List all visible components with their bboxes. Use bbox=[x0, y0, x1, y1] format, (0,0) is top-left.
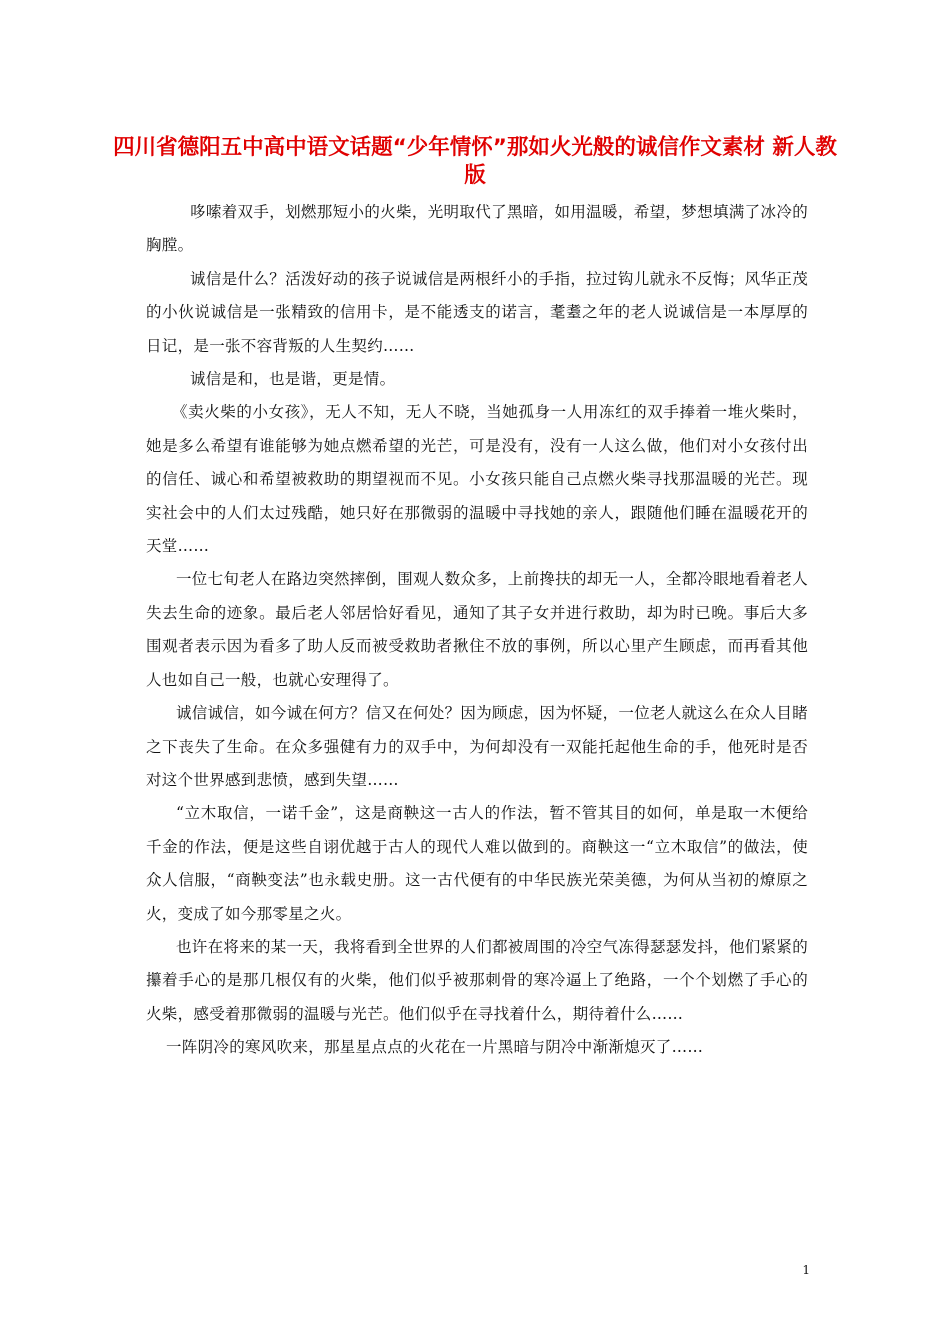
article-body bbox=[146, 196, 808, 1065]
paragraph-8: 也许在将来的某一天，我将看到全世界的人们都被周围的冷空气冻得瑟瑟发抖，他们紧紧的攥着手心的是那几根仅有的火柴，他们似乎被那刺骨的寒冷逼上了绝路，一个个划燃了手心的火柴，感受着那微弱的温暖与光芒。他们似乎在寻找着什么，期待着什么…… bbox=[146, 937, 809, 1023]
paragraph-5: 一位七旬老人在路边突然摔倒，围观人数众多，上前搀扶的却无一人，全都冷眼地看着老人失去生命的迹象。最后老人邻居恰好看见，通知了其子女并进行救助，却为时已晚。事后大多围观者表示因为看多了助人反而被受救助者揪住不放的事例，所以心里产生顾虑，而再看其他人也如自己一般，也就心安理得了。 bbox=[146, 570, 809, 689]
document-title: 四川省德阳五中高中语文话题“少年情怀”那如火光般的诚信作文素材 新人教版 bbox=[113, 135, 837, 189]
paragraph-3: 诚信是和，也是谐，更是情。 bbox=[190, 370, 396, 389]
paragraph-4: 《卖火柴的小女孩》，无人不知，无人不晓，当她孤身一人用冻红的双手捧着一堆火柴时，她是多么希望有谁能够为她点燃希望的光芒，可是没有，没有一人这么做，他们对小女孩付出的信任、诚心和希望被救助的期望视而不见。小女孩只能自己点燃火柴寻找那温暖的光芒。现实社会中的人们太过残酷，她只好在那微弱的温暖中寻找她的亲人，跟随他们睡在温暖花开的天堂…… bbox=[146, 403, 808, 556]
paragraph-1: 哆嗦着双手，划燃那短小的火柴，光明取代了黑暗，如用温暖，希望，梦想填满了冰冷的胸膛。 bbox=[146, 203, 808, 255]
paragraph-2: 诚信是什么？活泼好动的孩子说诚信是两根纤小的手指，拉过钩儿就永不反悔；风华正茂的小伙说诚信是一张精致的信用卡，是不能透支的诺言，耄耋之年的老人说诚信是一本厚厚的日记，是一张不容背叛的人生契约…… bbox=[146, 269, 808, 355]
paragraph-7: “立木取信，一诺千金”，这是商鞅这一古人的作法，暂不管其目的如何，单是取一木便给千金的作法，便是这些自诩优越于古人的现代人难以做到的。商鞅这一“立木取信”的做法，使众人信服，“商鞅变法”也永载史册。这一古代便有的中华民族光荣美德，为何从当初的燎原之火，变成了如今那零星之火。 bbox=[146, 804, 808, 923]
paragraph-6: 诚信诚信，如今诚在何方？信又在何处？因为顾虑，因为怀疑，一位老人就这么在众人目睹之下丧失了生命。在众多强健有力的双手中，为何却没有一双能托起他生命的手，他死时是否对这个世界感到悲愤，感到失望…… bbox=[146, 704, 809, 789]
paragraph-9: 一阵阴冷的寒风吹来，那星星点点的火花在一片黑暗与阴冷中渐渐熄灭了…… bbox=[166, 1038, 704, 1057]
page-number: 1 bbox=[802, 1263, 810, 1277]
